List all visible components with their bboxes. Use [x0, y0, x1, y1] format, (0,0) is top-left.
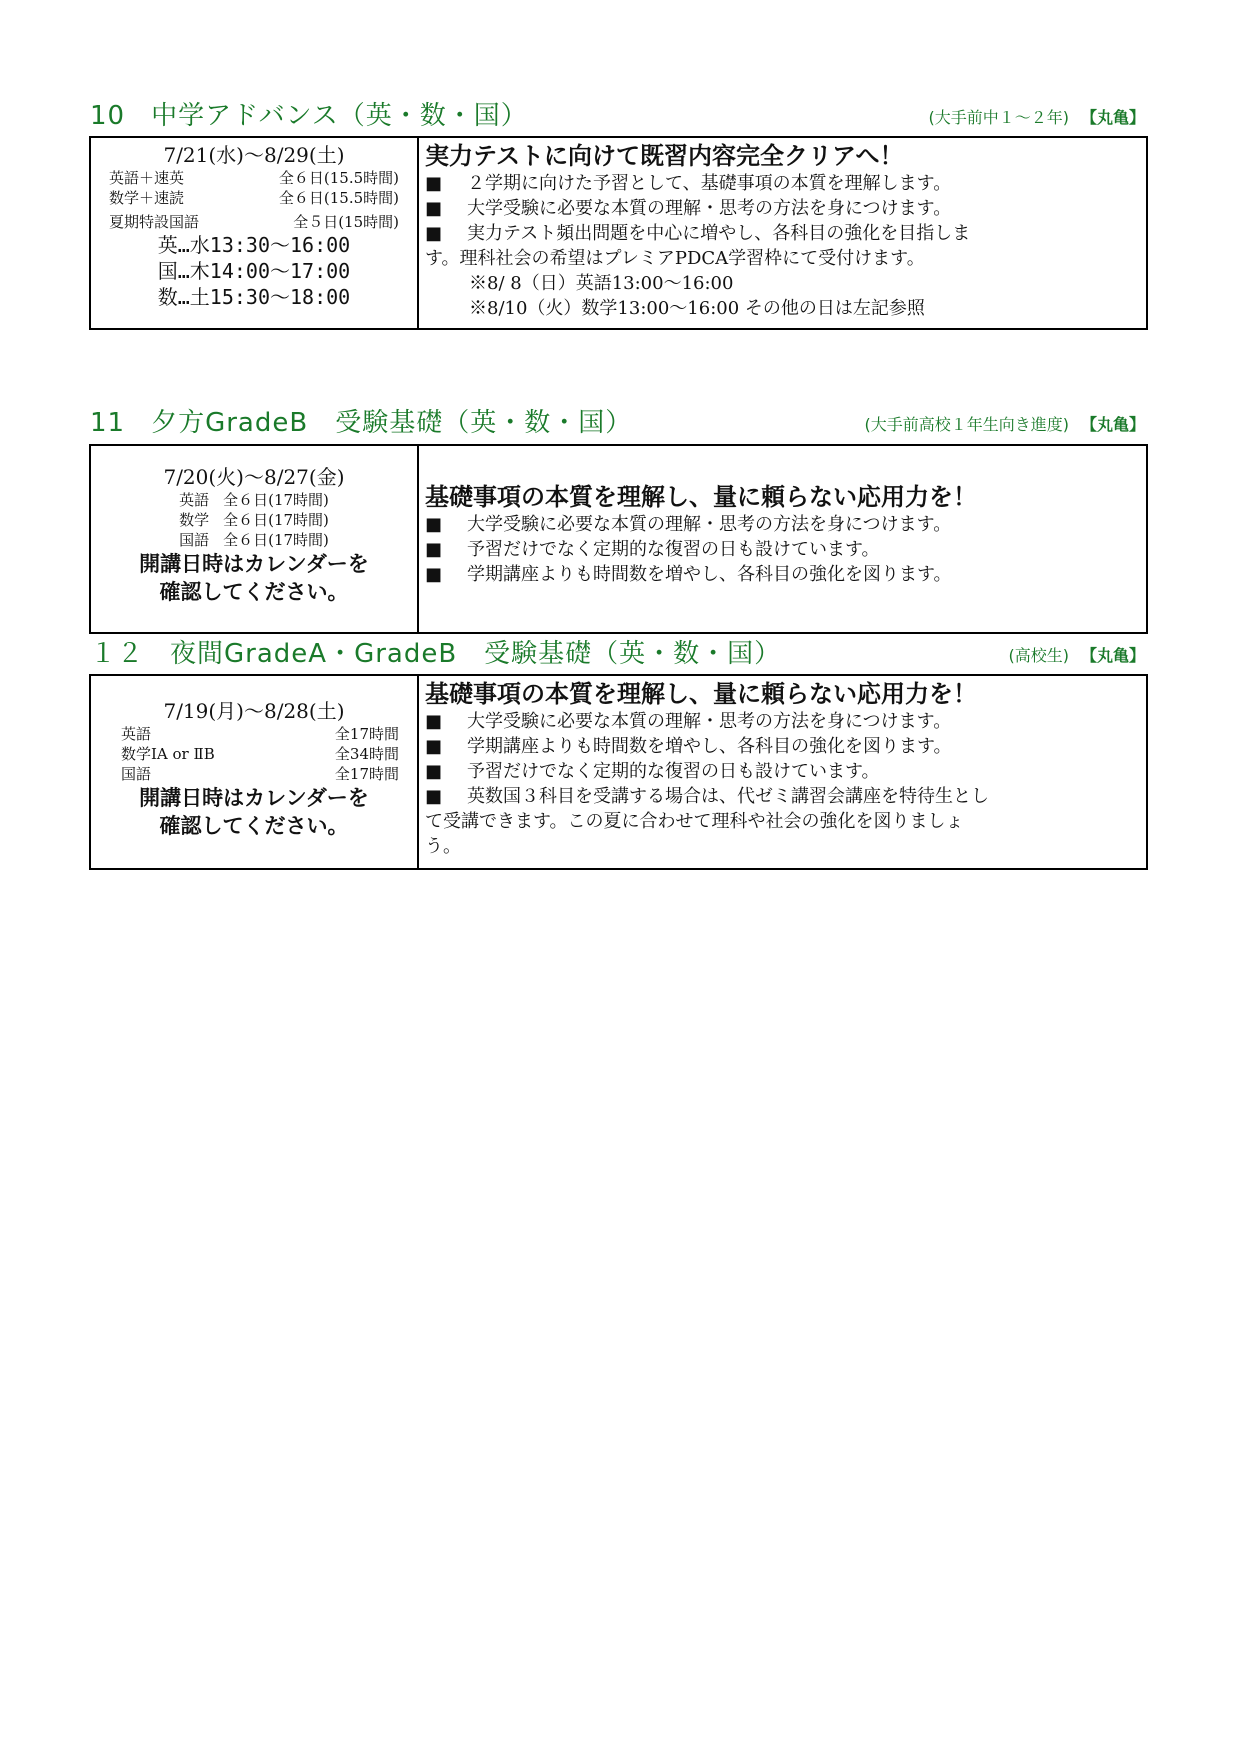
calendar-note: 確認してください。 [159, 580, 349, 604]
subject-row: 数学ⅠA or ⅡB 全34時間 [121, 745, 399, 763]
subject-row: 英語＋速英 全６日(15.5時間) [109, 169, 399, 187]
calendar-note: 開講日時はカレンダーを [139, 786, 369, 810]
calendar-note: 開講日時はカレンダーを [139, 552, 369, 576]
section-10-box [89, 136, 1148, 330]
subject-row: 数学＋速読 全６日(15.5時間) [109, 189, 399, 207]
schedule-line: 数…土15:30～18:00 [157, 285, 351, 309]
course-meta: (高校生) 【丸亀】 [1008, 646, 1145, 665]
bullet-item: ■ 大学受験に必要な本質の理解・思考の方法を身につけます。 [425, 514, 952, 535]
course-description [419, 446, 1146, 632]
section-11-header [90, 405, 1145, 439]
bullet-item: ■ 大学受験に必要な本質の理解・思考の方法を身につけます。 [425, 198, 952, 219]
bullet-continuation: て受講できます。この夏に合わせて理科や社会の強化を図りましょ [425, 811, 964, 832]
course-info [91, 138, 419, 328]
course-description [419, 676, 1146, 868]
course-meta: (大手前中１～２年) 【丸亀】 [928, 108, 1145, 127]
bullet-item: ■ ２学期に向けた予習として、基礎事項の本質を理解します。 [425, 173, 952, 194]
subject-row: 英語 全17時間 [121, 725, 399, 743]
course-period: 7/19(月)～8/28(土) [163, 699, 345, 723]
subject-row: 夏期特設国語 全５日(15時間) [109, 213, 399, 231]
bullet-item: ■ 大学受験に必要な本質の理解・思考の方法を身につけます。 [425, 711, 952, 732]
course-period: 7/20(火)～8/27(金) [163, 465, 345, 489]
bullet-item: ■ 学期講座よりも時間数を増やし、各科目の強化を図ります。 [425, 564, 952, 585]
section-12-header [90, 636, 1145, 670]
calendar-note: 確認してください。 [159, 814, 349, 838]
subject-row: 英語 全６日(17時間) [179, 491, 329, 509]
course-title: 11 夕方GradeB 受験基礎（英・数・国） [90, 408, 633, 438]
schedule-line: 国…木14:00～17:00 [157, 259, 351, 283]
subject-row: 国語 全６日(17時間) [179, 531, 329, 549]
course-description [419, 138, 1146, 328]
bullet-item: ■ 実力テスト頻出問題を中心に増やし、各科目の強化を目指しま [425, 223, 971, 244]
bullet-item: ■ 予習だけでなく定期的な復習の日も設けています。 [425, 761, 880, 782]
section-10-header [90, 98, 1145, 132]
bullet-item: ■ 英数国３科目を受講する場合は、代ゼミ講習会講座を特待生とし [425, 786, 989, 807]
schedule-line: 英…水13:30～16:00 [157, 233, 351, 257]
course-title: １２ 夜間GradeA・GradeB 受験基礎（英・数・国） [90, 639, 782, 669]
course-headline: 基礎事項の本質を理解し、量に頼らない応用力を！ [425, 482, 977, 511]
bullet-item: ■ 予習だけでなく定期的な復習の日も設けています。 [425, 539, 880, 560]
extra-note: ※8/ 8（日）英語13:00～16:00 [469, 273, 734, 294]
course-info [91, 676, 419, 868]
course-info [91, 446, 419, 632]
course-meta: (大手前高校１年生向き進度) 【丸亀】 [864, 415, 1145, 434]
subject-row: 国語 全17時間 [121, 765, 399, 783]
section-12-box [89, 674, 1148, 870]
course-headline: 実力テストに向けて既習内容完全クリアへ！ [425, 141, 904, 170]
course-period: 7/21(水)～8/29(土) [163, 143, 345, 167]
course-headline: 基礎事項の本質を理解し、量に頼らない応用力を！ [425, 679, 977, 708]
section-11-box [89, 444, 1148, 634]
extra-note: ※8/10（火）数学13:00～16:00 その他の日は左記参照 [469, 298, 925, 319]
bullet-item: ■ 学期講座よりも時間数を増やし、各科目の強化を図ります。 [425, 736, 952, 757]
course-title: 10 中学アドバンス（英・数・国） [90, 101, 528, 131]
bullet-continuation: す。理科社会の希望はプレミアPDCA学習枠にて受付けます。 [425, 248, 925, 269]
bullet-continuation: う。 [425, 836, 461, 857]
subject-row: 数学 全６日(17時間) [179, 511, 329, 529]
